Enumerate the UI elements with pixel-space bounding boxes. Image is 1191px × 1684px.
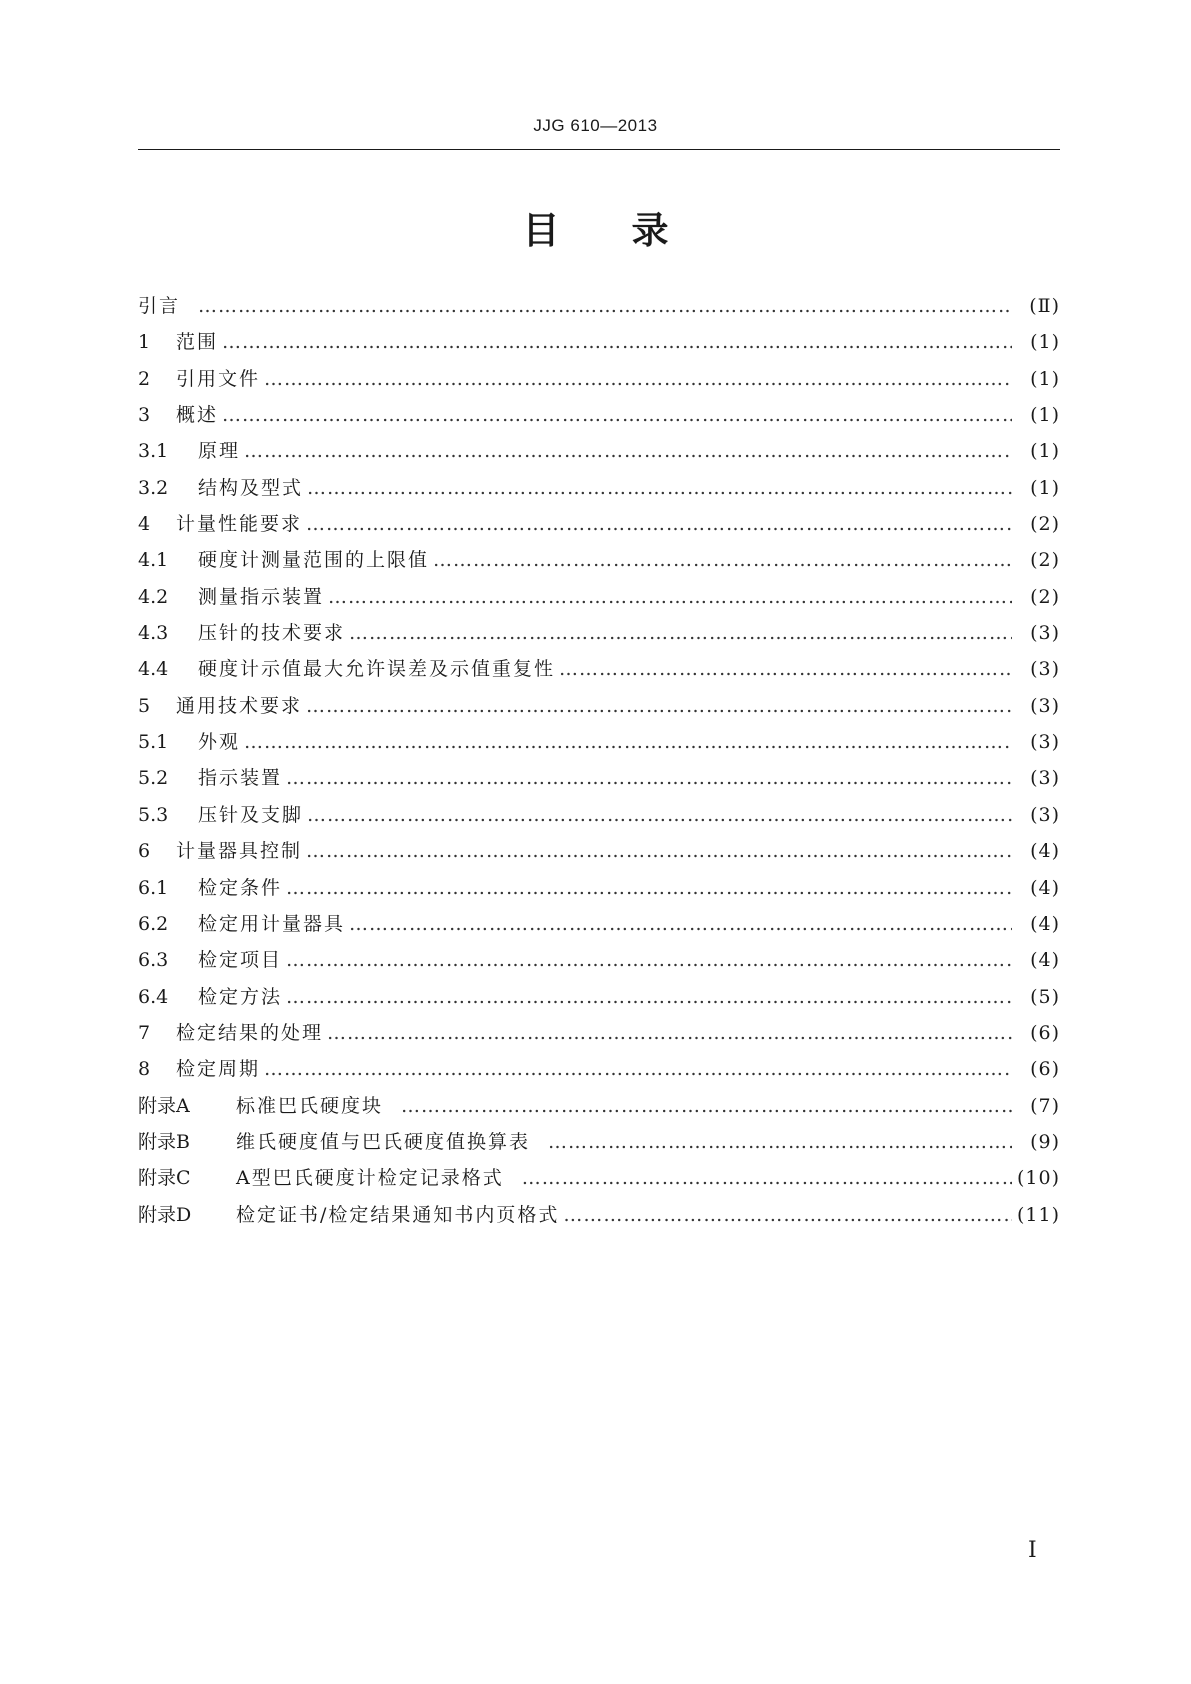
dot-leader xyxy=(433,542,1012,578)
toc-entry-page: (11) xyxy=(1016,1203,1060,1226)
toc-entry-number: 5.3 xyxy=(138,803,169,826)
toc-entry-page: (3) xyxy=(1030,803,1060,826)
toc-entry[interactable] xyxy=(138,942,1060,978)
toc-entry[interactable] xyxy=(138,433,1060,469)
toc-entry-number: 附录A xyxy=(138,1094,190,1117)
toc-entry-number: 2 xyxy=(138,367,151,390)
toc-entry-label: 标准巴氏硬度块 xyxy=(236,1094,384,1117)
dot-leader xyxy=(286,979,1012,1015)
toc-entry-number: 1 xyxy=(138,331,151,354)
toc-entry-page: (2) xyxy=(1030,549,1060,572)
dot-leader xyxy=(307,797,1012,833)
toc-entry[interactable] xyxy=(138,1051,1060,1087)
toc-entry[interactable] xyxy=(138,1160,1060,1196)
toc-entry[interactable] xyxy=(138,288,1060,324)
toc-entry-page: (3) xyxy=(1030,731,1060,754)
toc-entry[interactable] xyxy=(138,1197,1060,1233)
toc-entry-page: (4) xyxy=(1030,840,1060,863)
dot-leader xyxy=(286,870,1012,906)
toc-entry-number: 5 xyxy=(138,694,151,717)
toc-entry-page: (1) xyxy=(1030,331,1060,354)
toc-entry-page: (6) xyxy=(1030,1021,1060,1044)
toc-entry-label: 硬度计示值最大允许误差及示值重复性 xyxy=(198,658,556,681)
toc-entry-label: 引言 xyxy=(138,295,181,317)
toc-entry-number: 6.2 xyxy=(138,912,169,935)
toc-entry-page: (6) xyxy=(1030,1058,1060,1081)
toc-entry[interactable] xyxy=(138,506,1060,542)
toc-entry-number: 附录D xyxy=(138,1203,192,1226)
toc-entry-page: (1) xyxy=(1030,440,1060,463)
dot-leader xyxy=(244,724,1012,760)
toc-entry-number: 4.2 xyxy=(138,585,169,608)
dot-leader xyxy=(307,470,1012,506)
toc-entry-label: 通用技术要求 xyxy=(176,694,303,717)
toc-entry[interactable] xyxy=(138,579,1060,615)
page-title: 目录 xyxy=(522,209,741,252)
toc-entry[interactable] xyxy=(138,906,1060,942)
table-of-contents xyxy=(138,288,1060,1233)
toc-entry-label: 引用文件 xyxy=(176,367,261,390)
toc-entry-label: 概述 xyxy=(176,404,219,427)
toc-entry-number: 3.1 xyxy=(138,440,169,463)
toc-entry-label: 计量器具控制 xyxy=(176,840,303,863)
toc-entry-number: 附录C xyxy=(138,1167,191,1190)
toc-entry[interactable] xyxy=(138,979,1060,1015)
toc-entry[interactable] xyxy=(138,724,1060,760)
toc-entry-number: 4.1 xyxy=(138,549,169,572)
toc-entry-label: 维氏硬度值与巴氏硬度值换算表 xyxy=(236,1130,531,1153)
toc-entry-label: 检定用计量器具 xyxy=(198,912,346,935)
dot-leader xyxy=(327,1015,1012,1051)
toc-entry[interactable] xyxy=(138,760,1060,796)
toc-entry-page: (4) xyxy=(1030,876,1060,899)
dot-leader xyxy=(222,397,1012,433)
toc-entry-number: 3 xyxy=(138,404,151,427)
toc-entry-number: 6 xyxy=(138,840,151,863)
toc-entry-page: (4) xyxy=(1030,912,1060,935)
toc-entry-number: 4.3 xyxy=(138,622,169,645)
toc-entry[interactable] xyxy=(138,1015,1060,1051)
toc-entry-label: 指示装置 xyxy=(198,767,283,790)
toc-entry-number: 5.2 xyxy=(138,767,169,790)
toc-entry-page: (7) xyxy=(1030,1094,1060,1117)
toc-entry-number: 4 xyxy=(138,513,151,536)
toc-entry[interactable] xyxy=(138,361,1060,397)
dot-leader xyxy=(328,579,1012,615)
toc-entry-page: (3) xyxy=(1030,694,1060,717)
toc-entry-page: (9) xyxy=(1030,1130,1060,1153)
toc-entry-label: 检定证书/检定结果通知书内页格式 xyxy=(236,1203,560,1226)
toc-entry-label: 检定项目 xyxy=(198,949,283,972)
toc-entry-label: 外观 xyxy=(198,731,241,754)
toc-entry-number: 3.2 xyxy=(138,476,169,499)
dot-leader xyxy=(306,688,1012,724)
dot-leader xyxy=(264,361,1012,397)
dot-leader xyxy=(548,1124,1012,1160)
toc-entry-label: A型巴氏硬度计检定记录格式 xyxy=(236,1167,504,1190)
toc-entry-number: 4.4 xyxy=(138,658,169,681)
toc-entry-label: 原理 xyxy=(198,440,241,463)
toc-entry-page: (4) xyxy=(1030,949,1060,972)
toc-entry[interactable] xyxy=(138,870,1060,906)
toc-entry[interactable] xyxy=(138,797,1060,833)
dot-leader xyxy=(264,1051,1012,1087)
toc-entry-label: 压针的技术要求 xyxy=(198,622,346,645)
toc-entry-label: 压针及支脚 xyxy=(198,803,304,826)
toc-entry-label: 检定条件 xyxy=(198,876,283,899)
page-number: I xyxy=(1028,1538,1037,1563)
toc-entry-label: 硬度计测量范围的上限值 xyxy=(198,549,430,572)
toc-entry[interactable] xyxy=(138,1088,1060,1124)
toc-entry[interactable] xyxy=(138,470,1060,506)
toc-entry-page: (2) xyxy=(1030,585,1060,608)
toc-entry-label: 检定周期 xyxy=(176,1058,261,1081)
dot-leader xyxy=(563,1197,1012,1233)
toc-entry-number: 6.3 xyxy=(138,949,169,972)
toc-entry-page: (2) xyxy=(1030,513,1060,536)
toc-entry-label: 计量性能要求 xyxy=(176,513,303,536)
document-code-header: JJG 610—2013 xyxy=(533,116,658,135)
toc-entry-label: 结构及型式 xyxy=(198,476,304,499)
toc-entry-label: 范围 xyxy=(176,331,219,354)
dot-leader xyxy=(286,942,1012,978)
dot-leader xyxy=(286,760,1012,796)
toc-entry-label: 测量指示装置 xyxy=(198,585,325,608)
header-rule xyxy=(138,149,1060,150)
toc-entry-page: (10) xyxy=(1016,1167,1060,1190)
toc-entry-page: (1) xyxy=(1030,367,1060,390)
toc-entry-page: (3) xyxy=(1030,658,1060,681)
toc-entry-page: (1) xyxy=(1030,476,1060,499)
dot-leader xyxy=(244,433,1012,469)
toc-entry-page: (5) xyxy=(1030,985,1060,1008)
dot-leader xyxy=(401,1088,1012,1124)
toc-entry-label: 检定结果的处理 xyxy=(176,1021,324,1044)
dot-leader xyxy=(559,651,1012,687)
toc-entry-page: (3) xyxy=(1030,767,1060,790)
toc-entry[interactable] xyxy=(138,1124,1060,1160)
dot-leader xyxy=(349,615,1012,651)
dot-leader xyxy=(222,324,1012,360)
toc-entry-number: 6.4 xyxy=(138,985,169,1008)
dot-leader xyxy=(306,833,1012,869)
toc-entry[interactable] xyxy=(138,542,1060,578)
toc-entry-number: 5.1 xyxy=(138,731,169,754)
toc-entry[interactable] xyxy=(138,688,1060,724)
toc-entry-number: 附录B xyxy=(138,1130,190,1153)
toc-entry-number: 6.1 xyxy=(138,876,169,899)
dot-leader xyxy=(306,506,1012,542)
toc-entry[interactable] xyxy=(138,324,1060,360)
toc-entry[interactable] xyxy=(138,651,1060,687)
toc-entry-number: 7 xyxy=(138,1021,151,1044)
toc-entry[interactable] xyxy=(138,833,1060,869)
toc-entry-label: 检定方法 xyxy=(198,985,283,1008)
toc-entry[interactable] xyxy=(138,615,1060,651)
toc-entry[interactable] xyxy=(138,397,1060,433)
dot-leader xyxy=(522,1160,1012,1196)
toc-entry-page: (3) xyxy=(1030,622,1060,645)
dot-leader xyxy=(349,906,1012,942)
toc-entry-page: (Ⅱ) xyxy=(1029,295,1060,317)
toc-entry-page: (1) xyxy=(1030,404,1060,427)
toc-entry-number: 8 xyxy=(138,1058,151,1081)
dot-leader xyxy=(198,288,1012,324)
